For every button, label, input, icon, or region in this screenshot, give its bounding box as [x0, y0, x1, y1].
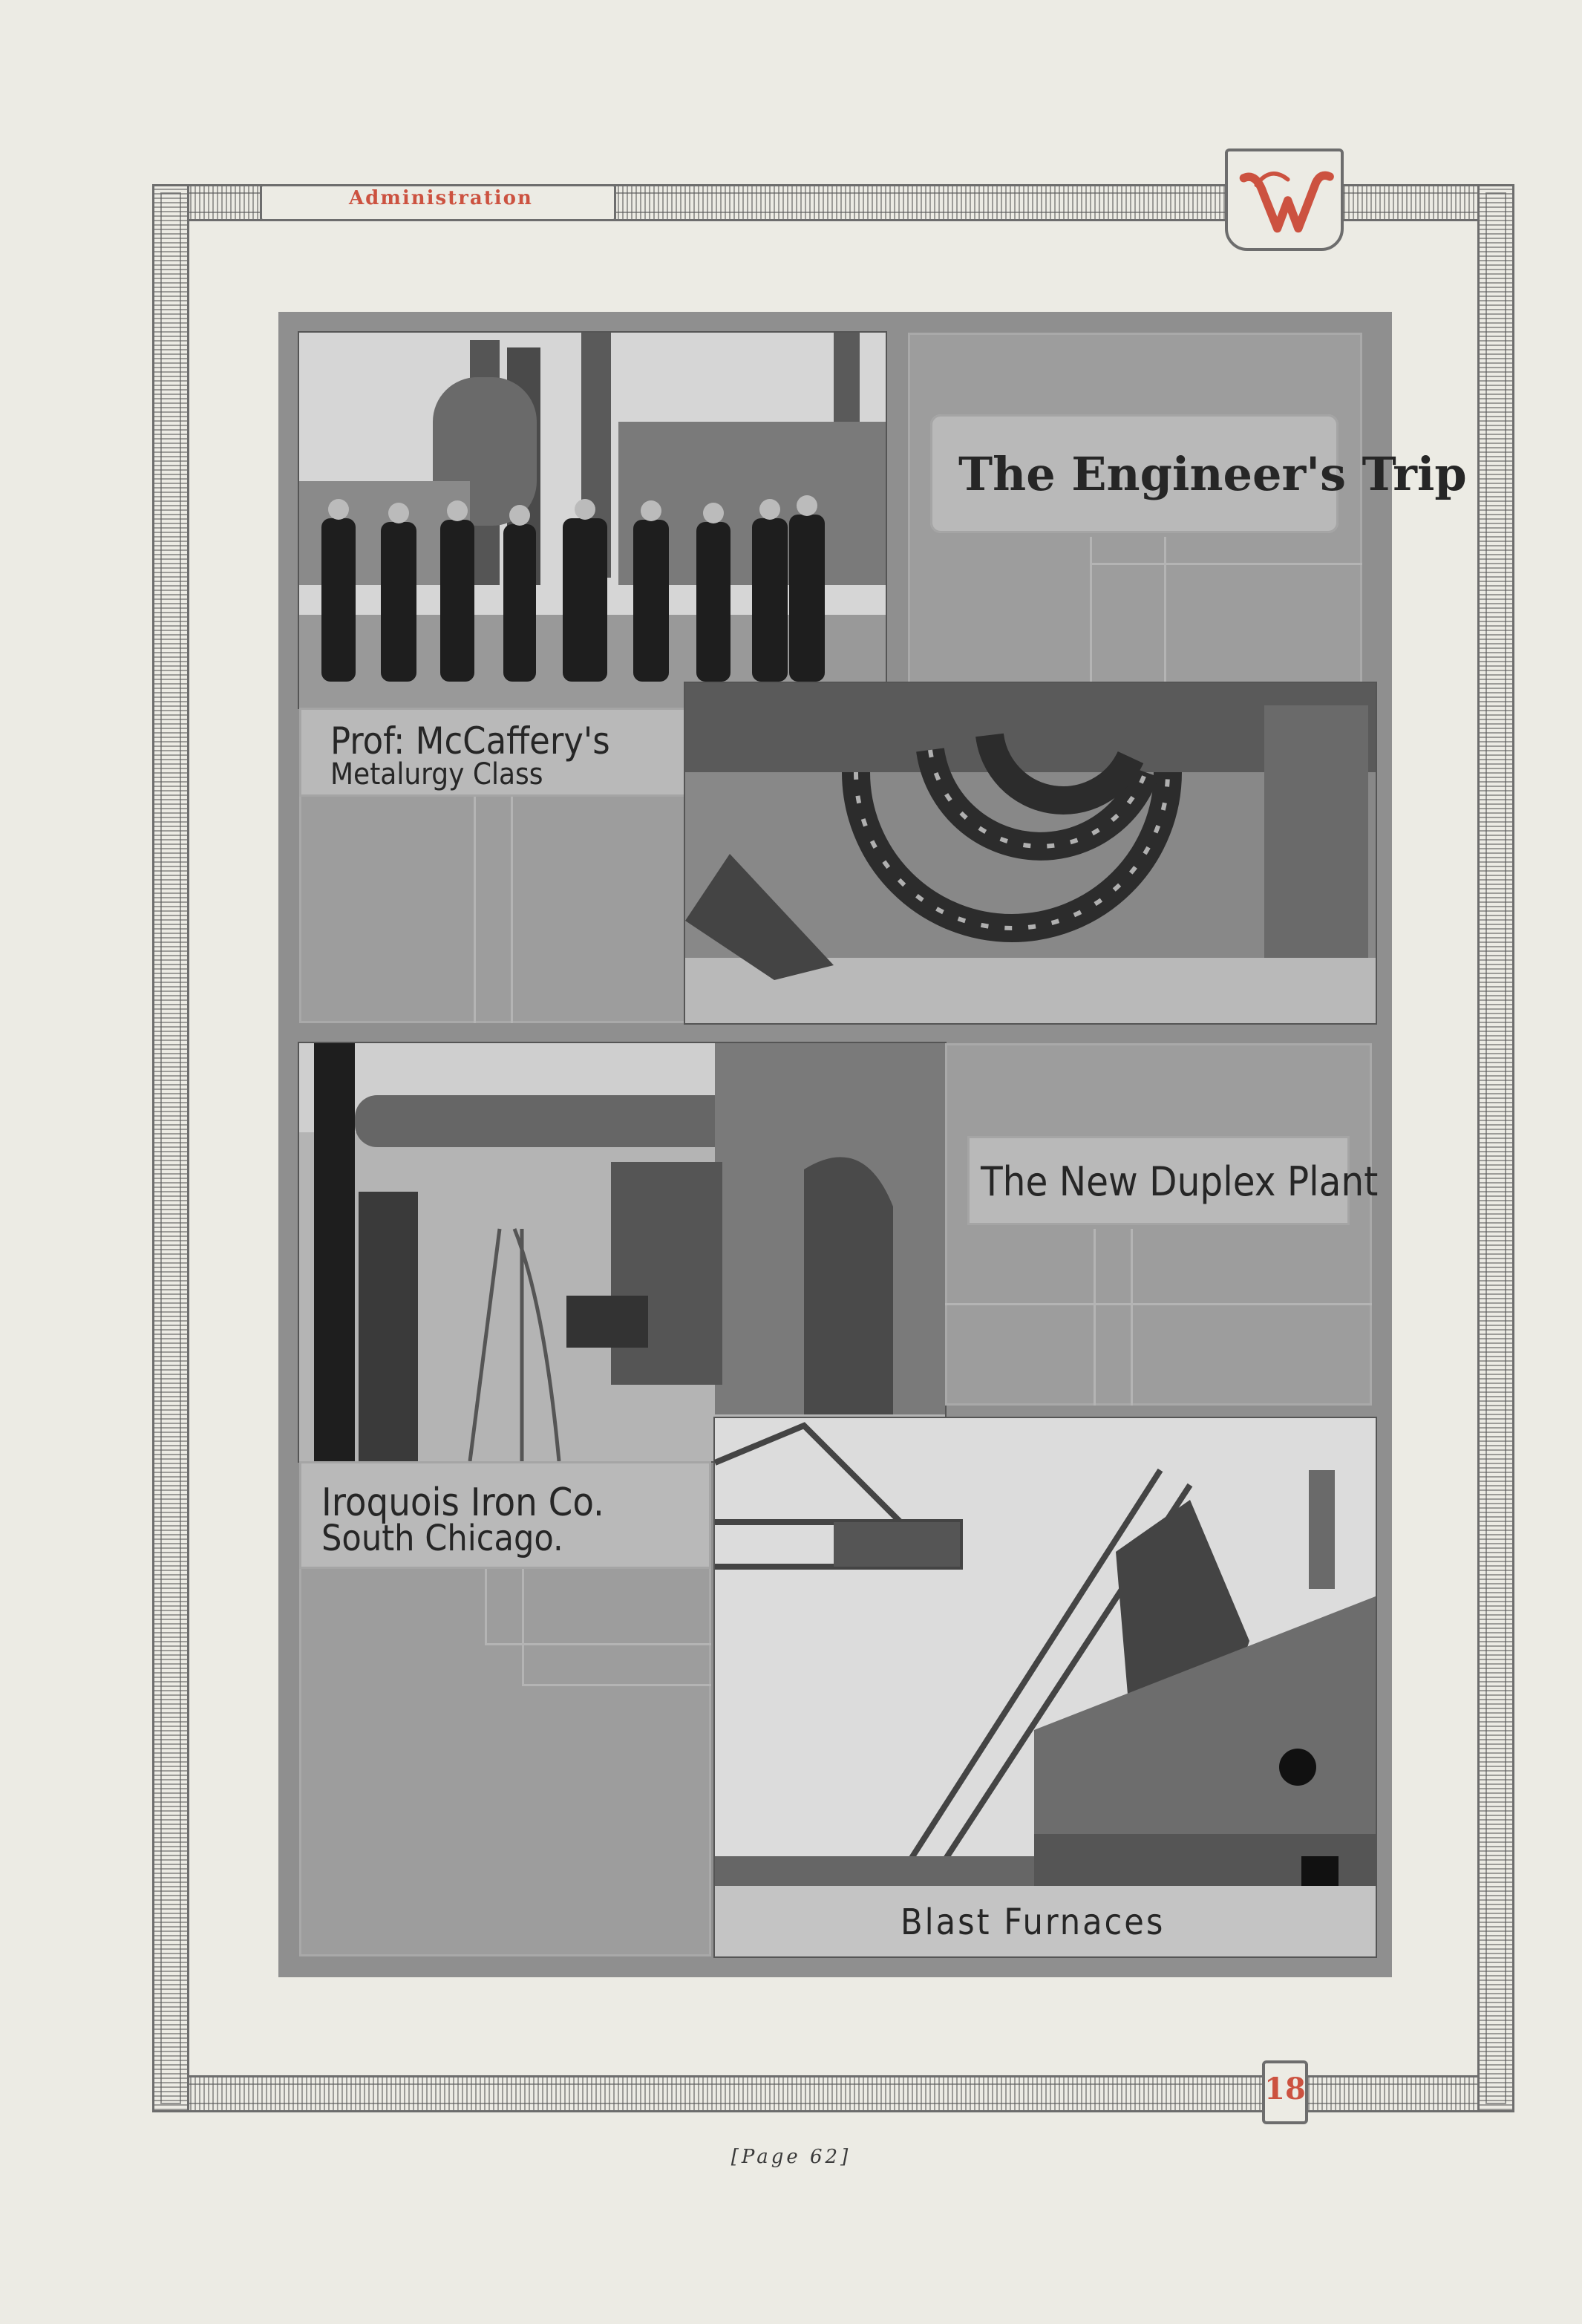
duplex-caption-panel [945, 1043, 1379, 1406]
frame-left-border [152, 184, 189, 2112]
photo-blast-furnaces [715, 1418, 1376, 1956]
panel-rule [1090, 563, 1362, 565]
panel-rule [1131, 1229, 1133, 1406]
panel-rule [474, 797, 476, 1023]
school-emblem-logo [1225, 148, 1344, 251]
panel-rule [945, 1303, 1372, 1305]
caption-iroquois-line2: South Chicago. [321, 1518, 563, 1559]
corner-number: 18 [1264, 2072, 1306, 2106]
emblem-monogram-icon [1228, 151, 1341, 248]
panel-rule [1094, 1229, 1096, 1406]
photo-rail-yard [299, 1043, 945, 1461]
panel-rule [522, 1569, 524, 1684]
page-footer-label: [Page 62] [730, 2146, 852, 2168]
frame-right-border [1477, 184, 1514, 2112]
caption-prof-line1: Prof: McCaffery's [330, 719, 610, 763]
photo-collage [278, 312, 1467, 1977]
panel-rule [1090, 537, 1092, 685]
panel-rule [485, 1643, 711, 1645]
caption-blast-furnaces: Blast Furnaces [901, 1902, 1166, 1943]
caption-prof-line2: Metalurgy Class [330, 757, 543, 791]
caption-duplex-plant: The New Duplex Plant [981, 1158, 1379, 1205]
caption-engineers-trip: The Engineer's Trip [958, 447, 1467, 501]
frame-bottom-border [152, 2075, 1514, 2112]
panel-rule [522, 1684, 711, 1686]
prof-caption-panel [299, 708, 689, 1023]
photo-group-at-plant [299, 333, 886, 708]
panel-rule [511, 797, 513, 1023]
section-label: Administration [349, 187, 533, 209]
caption-iroquois-line1: Iroquois Iron Co. [321, 1481, 604, 1525]
photo-steel-arches [685, 683, 1376, 1023]
iroquois-caption-panel [299, 1461, 711, 1956]
panel-rule [485, 1569, 487, 1643]
panel-rule [1164, 537, 1166, 685]
title-panel [908, 333, 1467, 685]
